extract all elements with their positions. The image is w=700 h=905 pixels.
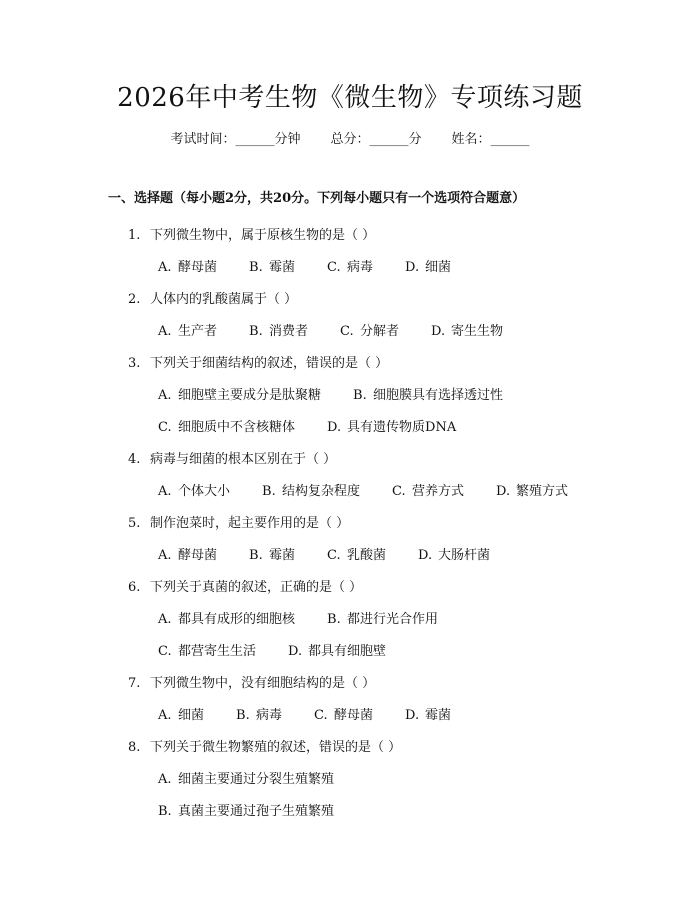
option-letter: A. [158,772,172,787]
option-text: 营养方式 [412,484,465,499]
option-letter: A. [158,708,172,723]
option-text: 霉菌 [425,708,452,723]
option-text: 细菌主要通过分裂生殖繁殖 [178,772,335,787]
option-text: 具有遗传物质DNA [347,420,457,435]
option-text: 细菌 [178,708,205,723]
answer-option [327,418,456,438]
option-text: 都进行光合作用 [347,612,439,627]
question-number: 5. [128,516,141,531]
answer-option [392,482,464,502]
option-text: 酵母菌 [178,260,218,275]
option-text: 都具有细胞壁 [308,644,387,659]
option-letter: D. [405,708,420,723]
answer-option [340,322,399,342]
answer-option [158,642,256,662]
question-item [128,668,648,732]
answer-option [158,418,295,438]
option-letter: C. [392,484,406,499]
question-list [128,220,648,828]
question-stem [128,348,648,380]
option-text: 酵母菌 [178,548,218,563]
question-item [128,284,648,348]
answer-option [249,322,308,342]
question-text: 下列关于微生物繁殖的叙述，错误的是（ ） [150,740,402,755]
total-score-field: 总分：______分 [330,132,422,147]
option-letter: C. [327,260,341,275]
exam-time-field: 考试时间：______分钟 [170,132,301,147]
exam-info-line [0,130,700,150]
answer-option [288,642,386,662]
question-stem [128,572,648,604]
question-item [128,732,648,828]
option-text: 真菌主要通过孢子生殖繁殖 [178,804,335,819]
option-row [128,252,648,284]
question-item [128,444,648,508]
question-text: 人体内的乳酸菌属于（ ） [150,292,298,307]
answer-option [418,546,490,566]
answer-option [405,706,451,726]
answer-option [249,546,295,566]
question-stem [128,444,648,476]
section-heading: 一、选择题（每小题2分，共20分。下列每小题只有一个选项符合题意） [108,191,526,206]
option-text: 细菌 [425,260,452,275]
option-letter: B. [249,260,263,275]
question-text: 下列关于细菌结构的叙述，错误的是（ ） [150,356,389,371]
option-letter: C. [158,644,172,659]
option-letter: B. [353,388,367,403]
option-letter: A. [158,548,172,563]
answer-option [327,610,438,630]
option-letter: A. [158,260,172,275]
question-item [128,508,648,572]
option-text: 病毒 [256,708,283,723]
option-letter: A. [158,612,172,627]
question-number: 3. [128,356,141,371]
option-text: 细胞膜具有选择透过性 [373,388,504,403]
option-row [128,540,648,572]
option-row [128,636,648,668]
question-number: 2. [128,292,141,307]
option-text: 都具有成形的细胞核 [178,612,296,627]
answer-option [158,546,217,566]
option-row [128,380,648,412]
question-text: 下列关于真菌的叙述，正确的是（ ） [150,580,363,595]
option-text: 细胞壁主要成分是肽聚糖 [178,388,322,403]
answer-option [431,322,503,342]
answer-option [158,386,321,406]
answer-option [327,258,373,278]
option-text: 寄生生物 [451,324,504,339]
answer-option [327,546,386,566]
option-letter: B. [236,708,250,723]
question-stem [128,508,648,540]
option-letter: B. [249,324,263,339]
page-title: 2026年中考生物《微生物》专项练习题 [117,83,583,113]
question-number: 6. [128,580,141,595]
question-item [128,220,648,284]
question-stem [128,220,648,252]
option-text: 霉菌 [269,260,296,275]
option-letter: D. [327,420,342,435]
option-letter: D. [288,644,303,659]
question-stem [128,732,648,764]
question-item [128,572,648,668]
answer-option [158,610,295,630]
answer-option [249,258,295,278]
answer-option [262,482,360,502]
option-letter: D. [405,260,420,275]
option-row [128,796,648,828]
option-text: 生产者 [178,324,218,339]
option-letter: A. [158,324,172,339]
answer-option [158,322,217,342]
question-number: 7. [128,676,141,691]
option-letter: A. [158,484,172,499]
question-number: 1. [128,228,141,243]
option-row [128,764,648,796]
answer-option [496,482,568,502]
option-text: 都营寄生生活 [178,644,257,659]
option-text: 霉菌 [269,548,296,563]
question-stem [128,668,648,700]
option-text: 酵母菌 [334,708,374,723]
option-text: 个体大小 [178,484,231,499]
option-text: 细胞质中不含核糖体 [178,420,296,435]
question-text: 下列微生物中，属于原核生物的是（ ） [150,228,376,243]
option-letter: C. [314,708,328,723]
answer-option [158,258,217,278]
option-letter: A. [158,388,172,403]
option-letter: C. [327,548,341,563]
option-text: 繁殖方式 [516,484,569,499]
option-text: 结构复杂程度 [282,484,361,499]
answer-option [158,770,334,790]
option-row [128,316,648,348]
answer-option [158,706,204,726]
question-text: 制作泡菜时，起主要作用的是（ ） [150,516,350,531]
option-text: 病毒 [347,260,374,275]
answer-option [353,386,503,406]
question-text: 下列微生物中，没有细胞结构的是（ ） [150,676,376,691]
option-text: 消费者 [269,324,309,339]
option-letter: B. [158,804,172,819]
answer-option [314,706,373,726]
option-text: 分解者 [360,324,400,339]
option-letter: D. [418,548,433,563]
option-row [128,700,648,732]
answer-option [405,258,451,278]
question-item [128,348,648,444]
option-row [128,604,648,636]
option-letter: C. [158,420,172,435]
option-letter: D. [431,324,446,339]
question-text: 病毒与细菌的根本区别在于（ ） [150,452,337,467]
name-field: 姓名：______ [451,132,530,147]
option-letter: B. [262,484,276,499]
answer-option [158,802,334,822]
answer-option [158,482,230,502]
option-letter: B. [327,612,341,627]
option-text: 乳酸菌 [347,548,387,563]
option-letter: B. [249,548,263,563]
option-text: 大肠杆菌 [438,548,491,563]
option-letter: D. [496,484,511,499]
option-row [128,412,648,444]
option-letter: C. [340,324,354,339]
option-row [128,476,648,508]
question-number: 8. [128,740,141,755]
question-number: 4. [128,452,141,467]
answer-option [236,706,282,726]
question-stem [128,284,648,316]
